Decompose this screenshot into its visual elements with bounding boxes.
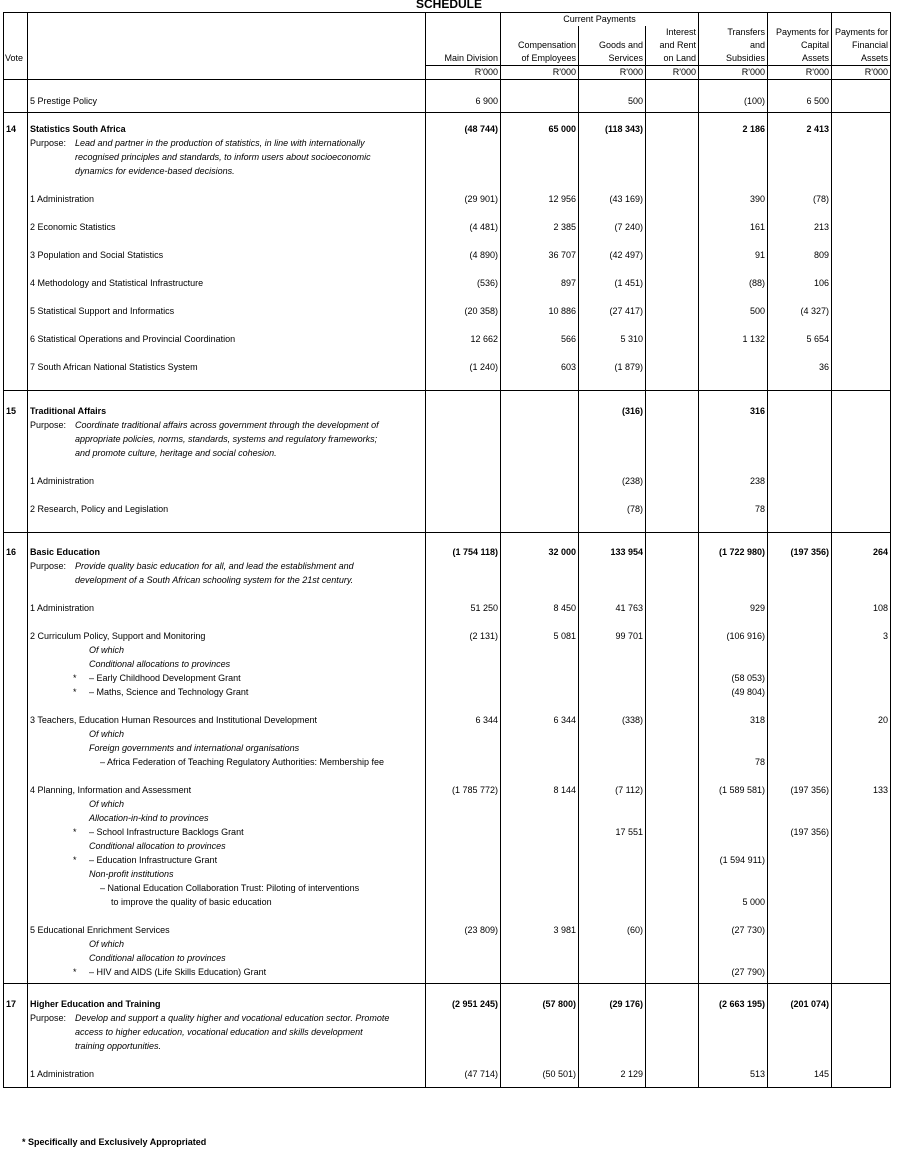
transfers-value: 390: [699, 192, 768, 206]
main-division-value: (47 714): [426, 1067, 501, 1081]
comp-total: (57 800): [501, 997, 579, 1011]
sub-row: [4, 881, 891, 895]
capital-value: 5 654: [768, 332, 832, 346]
main-division-value: 51 250: [426, 601, 501, 615]
sub-row: [4, 951, 891, 965]
programme-label: 2 Curriculum Policy, Support and Monitoring: [28, 629, 426, 643]
vote-number: 17: [4, 997, 28, 1011]
capital-value: 6 500: [768, 94, 832, 108]
purpose-row: [4, 418, 891, 460]
transfers-total: (1 722 980): [699, 545, 768, 559]
goods-value: (7 240): [579, 220, 646, 234]
main-division-value: (1 785 772): [426, 783, 501, 797]
grant-label: – Education Infrastructure Grant: [89, 855, 218, 865]
main-division-value: (23 809): [426, 923, 501, 937]
transfers-value: 161: [699, 220, 768, 234]
table-row: [4, 192, 891, 206]
transfers-value: 500: [699, 304, 768, 318]
purpose-label: Purpose:: [30, 419, 67, 430]
transfers-value: 91: [699, 248, 768, 262]
grant-label: – National Education Collaboration Trust: Piloting of interventions: [28, 881, 426, 895]
purpose-label: Purpose:: [30, 138, 67, 148]
main-value: (536): [426, 276, 501, 290]
unit-label: R'000: [646, 66, 699, 80]
sub-row: [4, 895, 891, 909]
sub-row: [4, 755, 891, 769]
table-row: [4, 502, 891, 516]
unit-label: R'000: [501, 66, 579, 80]
goods-value: (338): [579, 713, 646, 727]
transfers-header-3: Subsidies: [699, 52, 768, 66]
vote-15-programmes: [4, 460, 891, 528]
grant-label: – Maths, Science and Technology Grant: [89, 687, 249, 697]
vote-row: [4, 404, 891, 418]
table-row: [4, 304, 891, 318]
interest-header-3: on Land: [646, 52, 699, 66]
sub-row: [4, 727, 891, 741]
goods-value: (60): [579, 923, 646, 937]
vote-row: [4, 997, 891, 1011]
financial-total: 264: [832, 545, 891, 559]
capital-total: (201 074): [768, 997, 832, 1011]
of-which-label: Of which: [28, 797, 426, 811]
comp-value: 2 385: [501, 220, 579, 234]
table-row: [4, 276, 891, 290]
goods-value: 17 551: [579, 825, 646, 839]
sub-row: [4, 853, 891, 867]
vote-number: 14: [4, 122, 28, 136]
transfers-value: 238: [699, 474, 768, 488]
vote-purpose: [28, 1011, 426, 1053]
grant-label: to improve the quality of basic education: [28, 895, 426, 909]
financial-value: 108: [832, 601, 891, 615]
transfers-header-1: Transfers: [699, 26, 768, 39]
goods-header-2: Services: [579, 52, 646, 66]
transfers-value: (106 916): [699, 629, 768, 643]
sub-row: [4, 965, 891, 979]
financial-header-3: Assets: [832, 52, 891, 66]
main-division-total: (48 744): [426, 122, 501, 136]
transfers-total: 2 186: [699, 122, 768, 136]
vote-name: Basic Education: [28, 545, 426, 559]
capital-header-2: Capital: [768, 39, 832, 52]
main-division-value: 6 344: [426, 713, 501, 727]
transfers-value: (58 053): [699, 671, 768, 685]
category-label: Allocation-in-kind to provinces: [28, 811, 426, 825]
comp-total: 65 000: [501, 122, 579, 136]
sub-row: [4, 867, 891, 881]
programme-label: 4 Methodology and Statistical Infrastructure: [28, 276, 426, 290]
goods-value: (78): [579, 502, 646, 516]
interest-header-2: and Rent: [646, 39, 699, 52]
capital-value: (197 356): [768, 825, 832, 839]
financial-value: 3: [832, 629, 891, 643]
of-which-label: Of which: [28, 937, 426, 951]
of-which-label: Of which: [28, 727, 426, 741]
transfers-value: (27 790): [699, 965, 768, 979]
table-row: [4, 332, 891, 346]
purpose-text: development of a South African schooling system for the 21st century.: [75, 575, 354, 585]
purpose-row: [4, 136, 891, 178]
table-row: [4, 220, 891, 234]
capital-value: (78): [768, 192, 832, 206]
comp-value: 8 144: [501, 783, 579, 797]
main-value: (4 890): [426, 248, 501, 262]
vote-number: 16: [4, 545, 28, 559]
programme-label: 5 Prestige Policy: [28, 94, 426, 108]
table-row: [4, 360, 891, 374]
category-label: Foreign governments and international organisations: [28, 741, 426, 755]
comp-value: (50 501): [501, 1067, 579, 1081]
main-value: 12 662: [426, 332, 501, 346]
purpose-text: Provide quality basic education for all, and lead the establishment and: [75, 561, 354, 571]
sub-row: [4, 685, 891, 699]
transfers-header-2: and: [699, 39, 768, 52]
current-payments-header: Current Payments: [501, 13, 699, 27]
comp-value: 10 886: [501, 304, 579, 318]
programme-label: 3 Teachers, Education Human Resources and Institutional Development: [28, 713, 426, 727]
goods-value: 5 310: [579, 332, 646, 346]
comp-value: 12 956: [501, 192, 579, 206]
unit-label: R'000: [426, 66, 501, 80]
main-division-header: Main Division: [426, 52, 501, 66]
unit-label: R'000: [768, 66, 832, 80]
financial-value: 133: [832, 783, 891, 797]
purpose-text: Develop and support a quality higher and vocational education sector. Promote: [75, 1012, 390, 1023]
table-row: [4, 94, 891, 108]
vote-number: 15: [4, 404, 28, 418]
header-row-4: [4, 52, 891, 66]
goods-value: (7 112): [579, 783, 646, 797]
transfers-value: 318: [699, 713, 768, 727]
main-value: (1 240): [426, 360, 501, 374]
programme-label: 3 Population and Social Statistics: [28, 248, 426, 262]
goods-header-1: Goods and: [579, 39, 646, 52]
programme-label: 4 Planning, Information and Assessment: [28, 783, 426, 797]
purpose-text: Coordinate traditional affairs across government through the development of: [75, 419, 379, 430]
header-row-3: [4, 39, 891, 52]
main-division-total: (1 754 118): [426, 545, 501, 559]
purpose-label: Purpose:: [30, 1012, 67, 1023]
sub-row: [4, 825, 891, 839]
transfers-value: 78: [699, 502, 768, 516]
purpose-text: access to higher education, vocational education and skills development: [75, 1026, 363, 1037]
transfers-value: 78: [699, 755, 768, 769]
transfers-value: [699, 360, 768, 374]
purpose-text: Lead and partner in the production of statistics, in line with internationally: [75, 138, 365, 148]
comp-value: 566: [501, 332, 579, 346]
comp-value: 36 707: [501, 248, 579, 262]
purpose-text: recognised principles and standards, to inform users about socioeconomic: [75, 152, 371, 162]
vote-purpose: [28, 418, 426, 460]
programme-label: 6 Statistical Operations and Provincial Coordination: [28, 332, 426, 346]
goods-value: (1 451): [579, 276, 646, 290]
transfers-value: (49 804): [699, 685, 768, 699]
programme-label: 1 Administration: [28, 474, 426, 488]
programme-label: 1 Administration: [28, 601, 426, 615]
comp-value: 5 081: [501, 629, 579, 643]
programme-label: 2 Research, Policy and Legislation: [28, 502, 426, 516]
programme-label: 2 Economic Statistics: [28, 220, 426, 234]
goods-value: 2 129: [579, 1067, 646, 1081]
category-label: Conditional allocation to provinces: [28, 839, 426, 853]
comp-header-1: Compensation: [501, 39, 579, 52]
schedule-title: SCHEDULE: [415, 0, 482, 11]
sub-row: [4, 643, 891, 657]
transfers-value: 929: [699, 601, 768, 615]
capital-value: 106: [768, 276, 832, 290]
goods-value: (43 169): [579, 192, 646, 206]
sub-row: [4, 937, 891, 951]
main-division-value: 6 900: [426, 94, 501, 108]
capital-value: 36: [768, 360, 832, 374]
purpose-text: and promote culture, heritage and social cohesion.: [75, 447, 277, 458]
goods-total: 133 954: [579, 545, 646, 559]
sub-row: [4, 797, 891, 811]
unit-label: R'000: [832, 66, 891, 80]
transfers-value: 5 000: [699, 895, 768, 909]
vote-name: Statistics South Africa: [28, 122, 426, 136]
appropriation-schedule-table: [3, 12, 891, 1088]
capital-header-1: Payments for: [768, 26, 832, 39]
category-label: Non-profit institutions: [28, 867, 426, 881]
sub-row: [4, 671, 891, 685]
goods-total: (316): [579, 404, 646, 418]
purpose-row: [4, 559, 891, 587]
header-row-1: [4, 13, 891, 27]
transfers-value: (100): [699, 94, 768, 108]
main-value: (29 901): [426, 192, 501, 206]
appropriation-marker: *: [73, 673, 77, 683]
transfers-value: 513: [699, 1067, 768, 1081]
vote-purpose: [28, 136, 426, 178]
main-division-total: (2 951 245): [426, 997, 501, 1011]
comp-value: 897: [501, 276, 579, 290]
capital-value: 809: [768, 248, 832, 262]
table-row: [4, 248, 891, 262]
category-label: Conditional allocation to provinces: [28, 951, 426, 965]
purpose-text: dynamics for evidence-based decisions.: [75, 166, 235, 176]
transfers-total: 316: [699, 404, 768, 418]
table-row: [4, 713, 891, 727]
table-row: [4, 629, 891, 643]
table-row: [4, 1067, 891, 1081]
appropriation-marker: *: [73, 967, 77, 977]
capital-total: (197 356): [768, 545, 832, 559]
programme-label: 1 Administration: [28, 1067, 426, 1081]
programme-label: 5 Statistical Support and Informatics: [28, 304, 426, 318]
sub-row: [4, 811, 891, 825]
capital-value: 213: [768, 220, 832, 234]
capital-total: 2 413: [768, 122, 832, 136]
header-row-2: [4, 26, 891, 39]
footnote: * Specifically and Exclusively Appropriated: [22, 1137, 207, 1147]
sub-row: [4, 657, 891, 671]
goods-total: (118 343): [579, 122, 646, 136]
capital-header-3: Assets: [768, 52, 832, 66]
goods-value: 500: [579, 94, 646, 108]
grant-label: – HIV and AIDS (Life Skills Education) Grant: [89, 967, 267, 977]
goods-total: (29 176): [579, 997, 646, 1011]
capital-value: (4 327): [768, 304, 832, 318]
sub-row: [4, 741, 891, 755]
goods-value: 99 701: [579, 629, 646, 643]
grant-label: – School Infrastructure Backlogs Grant: [89, 827, 244, 837]
financial-header-1: Payments for: [832, 26, 891, 39]
goods-value: (1 879): [579, 360, 646, 374]
appropriation-marker: *: [73, 827, 77, 837]
programme-label: 1 Administration: [28, 192, 426, 206]
vote-row: [4, 545, 891, 559]
purpose-label: Purpose:: [30, 561, 67, 571]
unit-label: R'000: [579, 66, 646, 80]
vote-row: [4, 122, 891, 136]
of-which-label: Of which: [28, 643, 426, 657]
table-row: [4, 474, 891, 488]
appropriation-marker: *: [73, 855, 77, 865]
transfers-total: (2 663 195): [699, 997, 768, 1011]
transfers-value: (1 594 911): [699, 853, 768, 867]
comp-header-2: of Employees: [501, 52, 579, 66]
comp-value: 3 981: [501, 923, 579, 937]
header-units-row: [4, 66, 891, 80]
unit-label: R'000: [699, 66, 768, 80]
goods-value: 41 763: [579, 601, 646, 615]
transfers-value: (88): [699, 276, 768, 290]
transfers-value: (1 589 581): [699, 783, 768, 797]
main-value: (20 358): [426, 304, 501, 318]
purpose-row: [4, 1011, 891, 1053]
interest-header-1: Interest: [646, 26, 699, 39]
comp-value: 6 344: [501, 713, 579, 727]
programme-label: 7 South African National Statistics System: [28, 360, 426, 374]
grant-label: – Early Childhood Development Grant: [89, 673, 241, 683]
financial-value: 20: [832, 713, 891, 727]
purpose-text: appropriate policies, norms, standards, systems and regulatory frameworks;: [75, 433, 378, 444]
comp-value: 603: [501, 360, 579, 374]
financial-header-2: Financial: [832, 39, 891, 52]
category-label: Conditional allocations to provinces: [28, 657, 426, 671]
main-division-value: (2 131): [426, 629, 501, 643]
table-row: [4, 923, 891, 937]
vote-name: Higher Education and Training: [28, 997, 426, 1011]
vote-14-programmes: [4, 178, 891, 386]
transfers-value: (27 730): [699, 923, 768, 937]
vote-header: Vote: [4, 52, 28, 66]
goods-value: (238): [579, 474, 646, 488]
programme-label: 5 Educational Enrichment Services: [28, 923, 426, 937]
table-row: [4, 783, 891, 797]
vote-name: Traditional Affairs: [28, 404, 426, 418]
table-row: [4, 601, 891, 615]
goods-value: (27 417): [579, 304, 646, 318]
capital-value: 145: [768, 1067, 832, 1081]
comp-value: 8 450: [501, 601, 579, 615]
sub-row: [4, 839, 891, 853]
comp-total: 32 000: [501, 545, 579, 559]
grant-label: – Africa Federation of Teaching Regulatory Authorities: Membership fee: [28, 755, 426, 769]
transfers-value: 1 132: [699, 332, 768, 346]
vote-purpose: [28, 559, 426, 587]
capital-value: (197 356): [768, 783, 832, 797]
appropriation-marker: *: [73, 687, 77, 697]
purpose-text: training opportunities.: [75, 1040, 162, 1051]
goods-value: (42 497): [579, 248, 646, 262]
main-value: (4 481): [426, 220, 501, 234]
